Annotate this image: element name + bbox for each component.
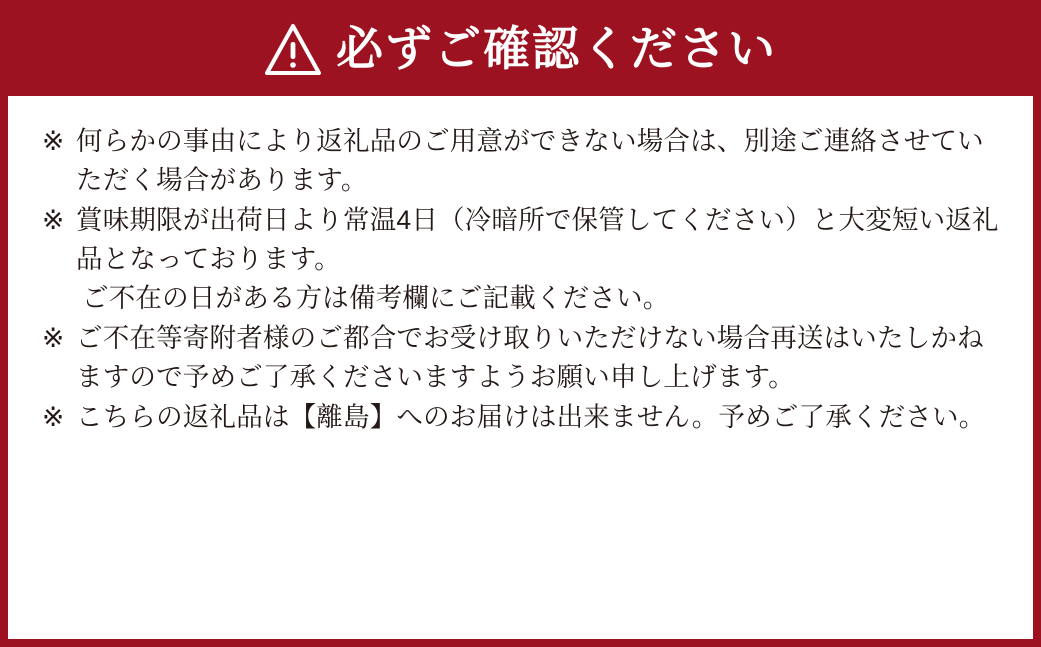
note-marker: ※ bbox=[42, 322, 65, 353]
note-text: こちらの返礼品は【離島】へのお届けは出来ません。予めご了承ください。 bbox=[76, 401, 986, 432]
note-text: ご不在等寄附者様のご都合でお受け取りいただけない場合再送はいたしかねますので予めご了承くださいますようお願い申し上げます。 bbox=[76, 322, 984, 392]
list-item bbox=[42, 319, 1003, 397]
note-text: 賞味期限が出荷日より常温4日（冷暗所で保管してください）と大変短い返礼品となっております。 bbox=[76, 204, 999, 274]
list-item bbox=[42, 122, 1003, 200]
notice-header bbox=[0, 0, 1041, 96]
list-item bbox=[42, 201, 1003, 318]
note-list bbox=[42, 122, 1003, 437]
note-marker: ※ bbox=[42, 126, 65, 156]
warning-triangle-icon bbox=[264, 23, 322, 77]
notice-body bbox=[8, 96, 1033, 639]
page-title: 必ずご確認ください bbox=[336, 21, 777, 75]
note-marker: ※ bbox=[42, 401, 65, 432]
note-marker: ※ bbox=[42, 204, 65, 235]
note-subtext: ご不在の日がある方は備考欄にご記載ください。 bbox=[82, 282, 670, 313]
list-item bbox=[42, 398, 1003, 437]
note-text: 何らかの事由により返礼品のご用意ができない場合は、別途ご連絡させていただく場合があります。 bbox=[76, 126, 984, 195]
